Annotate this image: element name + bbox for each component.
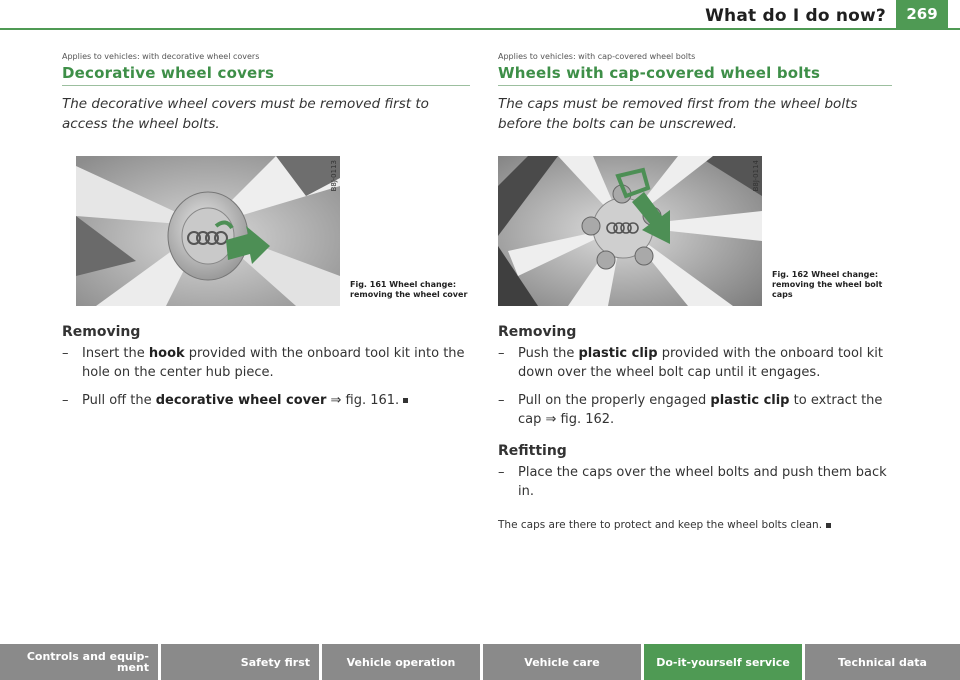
step-dash: – — [498, 346, 505, 361]
figure-162 — [498, 156, 892, 306]
applies-to: Applies to vehicles: with cap-covered wheel bolts — [498, 52, 696, 61]
section-title: Decorative wheel covers — [62, 64, 275, 82]
section-decorative-wheel-covers — [62, 52, 470, 419]
tab-vehicle-care[interactable]: Vehicle care — [483, 644, 641, 680]
section-rule — [498, 85, 892, 86]
figure-caption: Fig. 162 Wheel change: removing the wheel bolt caps — [772, 270, 883, 299]
step-dash: – — [498, 465, 505, 480]
figure-161 — [62, 156, 470, 306]
step-item: – Push the plastic clip provided with the onboard tool kit down over the wheel bolt cap until it engages. — [498, 346, 883, 380]
wheel-cover-photo — [76, 156, 340, 306]
tab-safety-first[interactable]: Safety first — [161, 644, 319, 680]
step-dash: – — [498, 393, 505, 408]
section-title: Wheels with cap-covered wheel bolts — [498, 64, 821, 82]
footer-nav — [0, 644, 960, 680]
step-item: – Place the caps over the wheel bolts and push them back in. — [498, 465, 887, 499]
wheel-bolt-cap-photo — [498, 156, 762, 306]
header-rule — [0, 28, 960, 30]
step-item: – Pull on the properly engaged plastic clip to extract the cap ⇒ fig. 162. — [498, 393, 883, 427]
intro-text: The caps must be removed first from the wheel bolts before the bolts can be unscrewed. — [498, 96, 858, 132]
tab-vehicle-operation[interactable]: Vehicle operation — [322, 644, 480, 680]
page-number: 269 — [896, 0, 948, 28]
figure-code: B8J-0113 — [330, 160, 338, 192]
end-mark-icon — [403, 398, 408, 403]
section-rule — [62, 85, 470, 86]
figure-caption: Fig. 161 Wheel change: removing the wheel cover — [350, 280, 468, 299]
step-dash: – — [62, 346, 69, 361]
end-mark-icon — [826, 523, 831, 528]
step-item: – Pull off the decorative wheel cover ⇒ fig. 161. — [62, 391, 470, 410]
removing-heading: Removing — [498, 324, 577, 340]
figure-code: B8J-0114 — [752, 160, 760, 192]
step-dash: – — [62, 393, 69, 408]
applies-to: Applies to vehicles: with decorative wheel covers — [62, 52, 260, 61]
tab-controls-and-equipment[interactable]: Controls and equip-ment — [0, 644, 158, 680]
removing-heading: Removing — [62, 324, 141, 340]
header-title: What do I do now? — [705, 6, 886, 26]
note-text: The caps are there to protect and keep the wheel bolts clean. — [498, 519, 892, 531]
tab-technical-data[interactable]: Technical data — [805, 644, 960, 680]
section-cap-covered-wheel-bolts — [498, 52, 892, 531]
refitting-heading: Refitting — [498, 443, 567, 459]
intro-text: The decorative wheel covers must be removed first to access the wheel bolts. — [62, 96, 429, 132]
tab-do-it-yourself-service[interactable]: Do-it-yourself service — [644, 644, 802, 680]
step-item: – Insert the hook provided with the onboard tool kit into the hole on the center hub piece. — [62, 346, 465, 380]
